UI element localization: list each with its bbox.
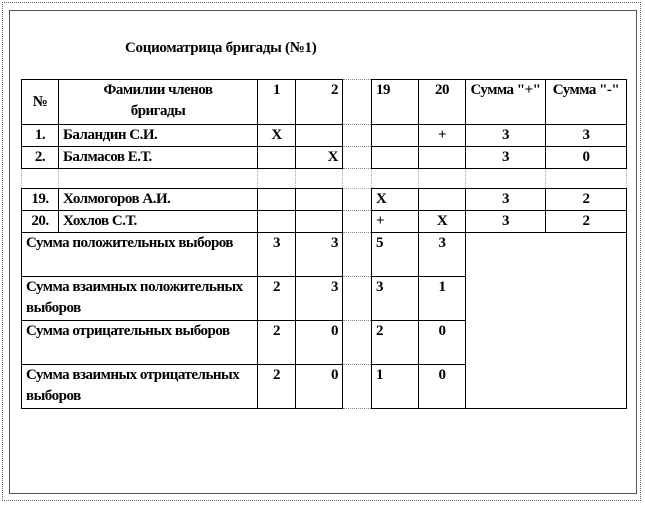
- cell-sum-plus: 3: [466, 125, 546, 147]
- cell-col-1: [258, 211, 296, 233]
- totals-col-20: 1: [419, 277, 466, 321]
- row-name: Баландин С.И.: [59, 125, 258, 147]
- totals-label: Сумма взаимных отрицательных выборов: [22, 365, 258, 409]
- gap-cell: [343, 80, 372, 125]
- cell-col-2: [296, 125, 343, 147]
- cell-col-19: [372, 125, 419, 147]
- totals-label: Сумма взаимных положительных выборов: [22, 277, 258, 321]
- cell-col-2: [296, 189, 343, 211]
- totals-col-19: 2: [372, 321, 419, 365]
- totals-label: Сумма отрицательных выборов: [22, 321, 258, 365]
- cell-col-20: X: [419, 211, 466, 233]
- gap-cell: [343, 277, 372, 321]
- totals-col-20: 3: [419, 233, 466, 277]
- totals-label: Сумма положительных выборов: [22, 233, 258, 277]
- totals-col-20: 0: [419, 321, 466, 365]
- cell-sum-plus: 3: [466, 211, 546, 233]
- cell-col-1: [258, 189, 296, 211]
- page-title: Социоматрица бригады (№1): [125, 40, 317, 56]
- table-row: [22, 189, 627, 211]
- cell-col-19: +: [372, 211, 419, 233]
- cell-sum-minus: 3: [546, 125, 627, 147]
- totals-col-1: 2: [258, 321, 296, 365]
- cell-sum-minus: 2: [546, 211, 627, 233]
- sociomatrix-table: [21, 79, 627, 409]
- gap-cell: [343, 189, 372, 211]
- gap-cell: [343, 321, 372, 365]
- totals-col-2: 0: [296, 321, 343, 365]
- totals-col-19: 3: [372, 277, 419, 321]
- header-sum-minus: Сумма "-": [546, 80, 627, 125]
- cell-col-20: +: [419, 125, 466, 147]
- row-name: Хохлов С.Т.: [59, 211, 258, 233]
- totals-col-1: 2: [258, 365, 296, 409]
- row-num: 20.: [22, 211, 59, 233]
- gap-cell: [343, 147, 372, 169]
- gap-cell: [343, 233, 372, 277]
- gap-cell: [343, 365, 372, 409]
- empty-cell: [466, 233, 627, 409]
- totals-col-1: 3: [258, 233, 296, 277]
- totals-col-1: 2: [258, 277, 296, 321]
- totals-col-2: 3: [296, 277, 343, 321]
- header-row: [22, 80, 627, 125]
- cell-col-1: X: [258, 125, 296, 147]
- totals-col-2: 3: [296, 233, 343, 277]
- header-num: №: [22, 80, 59, 125]
- header-col-2: 2: [296, 80, 343, 125]
- cell-sum-minus: 0: [546, 147, 627, 169]
- totals-col-19: 1: [372, 365, 419, 409]
- totals-col-19: 5: [372, 233, 419, 277]
- table-row: [22, 125, 627, 147]
- cell-col-20: [419, 189, 466, 211]
- cell-col-1: [258, 147, 296, 169]
- row-num: 2.: [22, 147, 59, 169]
- cell-sum-plus: 3: [466, 189, 546, 211]
- cell-sum-minus: 2: [546, 189, 627, 211]
- header-sum-plus: Сумма "+": [466, 80, 546, 125]
- cell-col-2: [296, 211, 343, 233]
- cell-col-19: [372, 147, 419, 169]
- totals-col-20: 0: [419, 365, 466, 409]
- row-num: 19.: [22, 189, 59, 211]
- cell-col-2: X: [296, 147, 343, 169]
- header-col-19: 19: [372, 80, 419, 125]
- cell-sum-plus: 3: [466, 147, 546, 169]
- row-name: Балмасов Е.Т.: [59, 147, 258, 169]
- table-row: [22, 147, 627, 169]
- gap-cell: [343, 125, 372, 147]
- gap-cell: [343, 211, 372, 233]
- table-row: [22, 211, 627, 233]
- row-num: 1.: [22, 125, 59, 147]
- header-name: Фамилии членов бригады: [59, 80, 258, 125]
- cell-col-20: [419, 147, 466, 169]
- row-name: Холмогоров А.И.: [59, 189, 258, 211]
- totals-col-2: 0: [296, 365, 343, 409]
- header-col-20: 20: [419, 80, 466, 125]
- totals-row: [22, 233, 627, 277]
- header-col-1: 1: [258, 80, 296, 125]
- separator-row: [22, 169, 627, 189]
- cell-col-19: X: [372, 189, 419, 211]
